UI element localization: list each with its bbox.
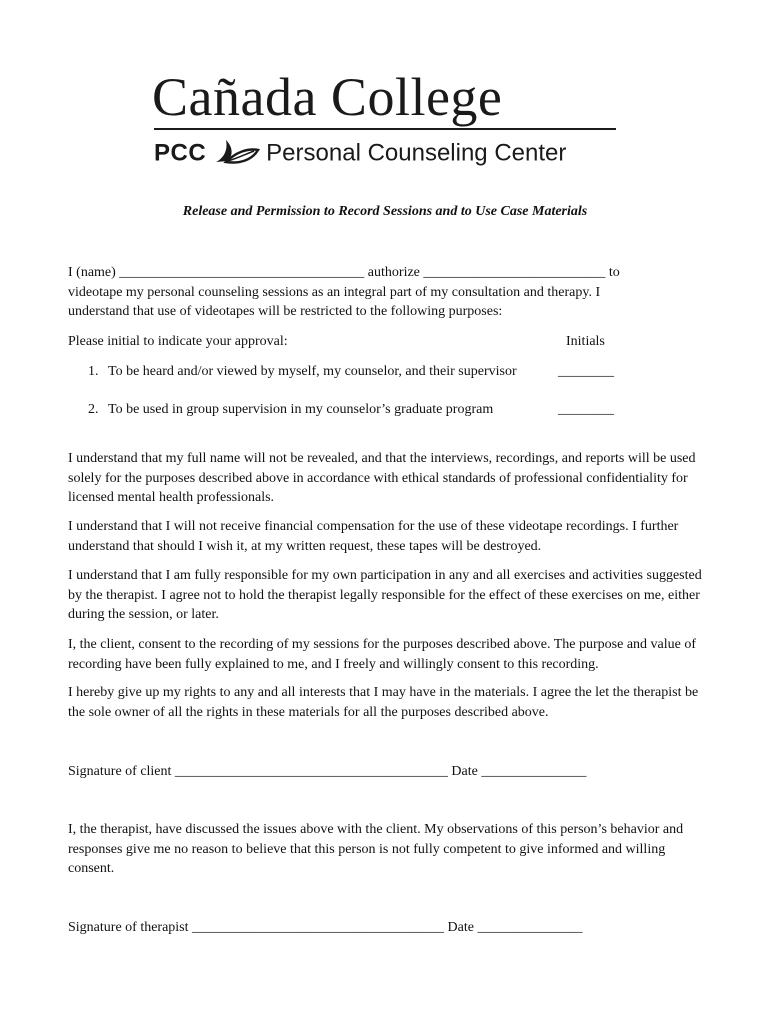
paragraph-consent: I, the client, consent to the recording of my sessions for the purposes described above. The purpose and value of recording have been fully explained to me, and I freely and willingly consent to this recording.	[68, 637, 697, 672]
intro-line-2: videotape my personal counseling sessions as an integral part of my consultation and therapy. I	[68, 285, 601, 300]
approval-prompt: Please initial to indicate your approval:	[68, 334, 288, 349]
initials-blank[interactable]: ________	[558, 364, 614, 379]
intro-line-1: I (name) ___________________________________ authorize __________________________ to	[68, 265, 620, 280]
client-signature-line[interactable]: Signature of client _______________________________________ Date _______________	[68, 764, 587, 779]
paragraph-confidentiality: I understand that my full name will not be revealed, and that the interviews, recordings, and reports will be used solely for the purposes described above in accordance with ethical standards of professional confidentiality for licensed mental health professionals.	[68, 451, 696, 505]
purpose-item	[88, 362, 517, 381]
pcc-full-name: Personal Counseling Center	[266, 139, 567, 167]
initials-header: Initials	[566, 334, 605, 349]
college-name: Cañada College	[152, 67, 503, 127]
paragraph-responsibility: I understand that I am fully responsible for my own participation in any and all exercises and activities suggested by the therapist. I agree not to hold the therapist legally responsible for the effect of these exercises on me, either during the session, or later.	[68, 568, 702, 622]
purpose-item	[88, 400, 493, 419]
leaf-icon	[214, 136, 260, 171]
purpose-text: To be used in group supervision in my counselor’s graduate program	[108, 402, 494, 417]
logo-divider	[154, 128, 616, 130]
therapist-signature-line[interactable]: Signature of therapist ____________________________________ Date _______________	[68, 920, 583, 935]
document-title: Release and Permission to Record Sessions and to Use Case Materials	[182, 204, 588, 219]
therapist-statement: I, the therapist, have discussed the issues above with the client. My observations of this person’s behavior and responses give me no reason to believe that this person is not fully competent to give informed and willing consent.	[68, 822, 684, 876]
paragraph-compensation: I understand that I will not receive financial compensation for the use of these videotape recordings. I further understand that should I wish it, at my written request, these tapes will be destroyed.	[68, 519, 679, 554]
college-logo	[152, 67, 622, 167]
intro-line-3: understand that use of videotapes will be restricted to the following purposes:	[68, 304, 503, 319]
paragraph-rights: I hereby give up my rights to any and all interests that I may have in the materials. I agree the let the therapist be the sole owner of all the rights in these materials for all the purposes described above.	[68, 685, 699, 720]
pcc-logo-line	[154, 136, 566, 176]
pcc-abbrev: PCC	[154, 139, 207, 167]
purpose-text: To be heard and/or viewed by myself, my counselor, and their supervisor	[108, 364, 517, 379]
purpose-number: 1.	[88, 364, 99, 379]
purpose-number: 2.	[88, 402, 99, 417]
initials-blank[interactable]: ________	[558, 402, 614, 417]
